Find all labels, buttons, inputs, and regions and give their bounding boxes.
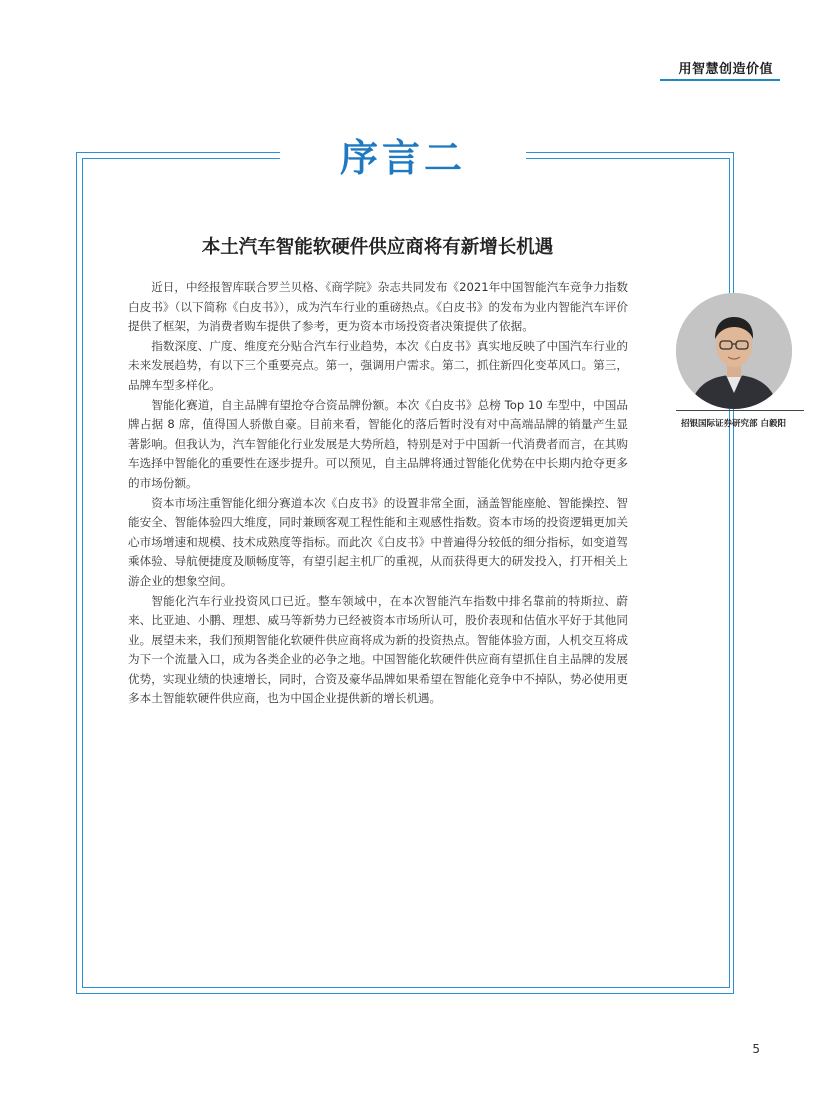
article-subtitle: 本土汽车智能软硬件供应商将有新增长机遇 <box>201 237 554 258</box>
author-portrait <box>676 293 792 409</box>
section-title: 序言二 <box>339 136 466 180</box>
article-paragraph: 近日，中经报智库联合罗兰贝格、《商学院》杂志共同发布《2021年中国智能汽车竞争力指数白皮书》（以下简称《白皮书》），成为汽车行业的重磅热点。《白皮书》的发布为业内智能汽车评价提供了框架，为消费者购车提供了参考，更为资本市场投资者决策提供了依据。 <box>128 280 628 334</box>
article-paragraph: 指数深度、广度、维度充分贴合汽车行业趋势，本次《白皮书》真实地反映了中国汽车行业的未来发展趋势，有以下三个重要亮点。第一，强调用户需求。第二，抓住新四化变革风口。第三，品牌车型多样化。 <box>128 338 628 392</box>
header-rule <box>660 79 780 81</box>
header-slogan: 用智慧创造价值 <box>678 62 773 77</box>
page-number: 5 <box>752 1042 760 1056</box>
article-paragraph: 智能化汽车行业投资风口已近。整车领域中，在本次智能汽车指数中排名靠前的特斯拉、蔚来、比亚迪、小鹏、理想、威马等新势力已经被资本市场所认可，股价表现和估值水平好于其他同业。展望未来，我们预期智能化软硬件供应商将成为新的投资热点。智能体验方面，人机交互将成为下一个流量入口，成为各类企业的必争之地。中国智能化软硬件供应商有望抓住自主品牌的发展优势，实现业绩的快速增长，同时，合资及豪华品牌如果希望在智能化竞争中不掉队，势必使用更多本土智能软硬件供应商，也为中国企业提供新的增长机遇。 <box>128 593 628 706</box>
article-body <box>128 278 628 709</box>
article-paragraph: 智能化赛道，自主品牌有望抢夺合资品牌份额。本次《白皮书》总榜 Top 10 车型中，中国品牌占据 8 席，值得国人骄傲自豪。目前来看，智能化的落后暂时没有对中高端品牌的销量产生显著影响。但我认为，汽车智能化行业发展是大势所趋，特别是对于中国新一代消费者而言，在其购车选择中智能化的重要性在逐步提升。可以预见，自主品牌将通过智能化优势在中长期内抢夺更多的市场份额。 <box>128 397 628 490</box>
caption-rule <box>676 410 804 411</box>
author-caption: 招银国际证券研究部 白毅阳 <box>681 419 786 429</box>
author-portrait-illustration <box>676 293 792 409</box>
article-paragraph: 资本市场注重智能化细分赛道本次《白皮书》的设置非常全面，涵盖智能座舱、智能操控、智能安全、智能体验四大维度，同时兼顾客观工程性能和主观感性指数。资本市场的投资逻辑更加关心市场增速和规模、技术成熟度等指标。而此次《白皮书》中普遍得分较低的细分指标，如变道驾乘体验、导航便捷度及顺畅度等，有望引起主机厂的重视，从而获得更大的研发投入，打开相关上游企业的想象空间。 <box>128 495 628 588</box>
